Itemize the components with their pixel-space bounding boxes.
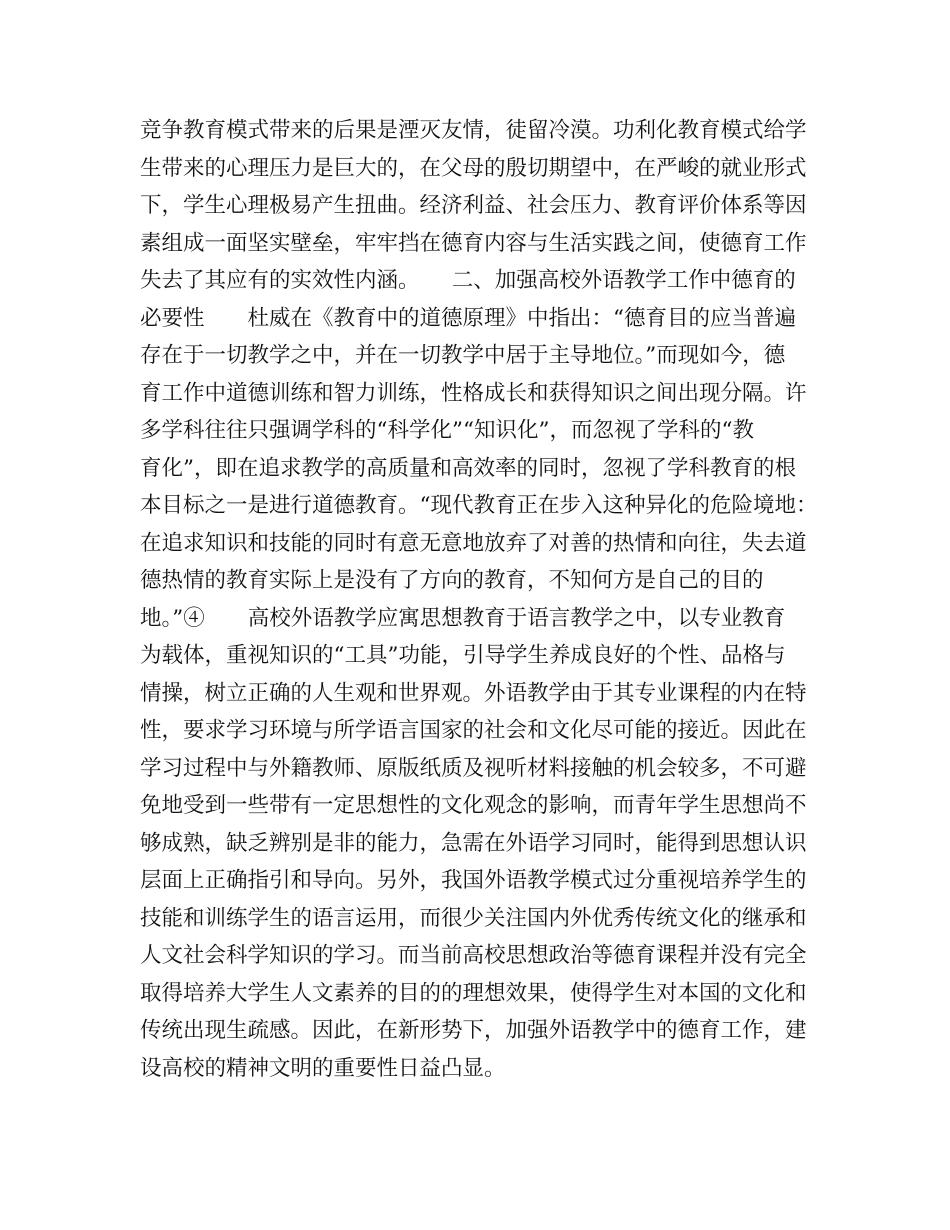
text-line: 人文社会科学知识的学习。而当前高校思想政治等德育课程并没有完全 — [140, 943, 807, 968]
text-line: 失去了其应有的实效性内涵。 二、加强高校外语教学工作中德育的 — [140, 268, 796, 293]
text-line: 育工作中道德训练和智力训练，性格成长和获得知识之间出现分隔。许 — [140, 380, 807, 406]
text-line: 育化”，即在追求教学的高质量和高效率的同时，忽视了学科教育的根 — [140, 455, 796, 481]
text-line: 层面上正确指引和导向。另外，我国外语教学模式过分重视培养学生的 — [140, 868, 807, 893]
text-line: 竞争教育模式带来的后果是湮灭友情，徒留冷漠。功利化教育模式给学 — [140, 118, 807, 143]
body-text — [140, 112, 820, 1087]
text-line: 必要性 杜威在《教育中的道德原理》中指出：“德育目的应当普遍 — [140, 305, 796, 331]
text-line: 性，要求学习环境与所学语言国家的社会和文化尽可能的接近。因此在 — [140, 718, 807, 743]
text-line: 够成熟，缺乏辨别是非的能力，急需在外语学习同时，能得到思想认识 — [140, 830, 807, 856]
text-line: 为载体，重视知识的“工具”功能，引导学生养成良好的个性、品格与 — [140, 643, 786, 668]
text-line: 本目标之一是进行道德教育。“现代教育正在步入这种异化的危险境地： — [140, 493, 818, 518]
text-line: 设高校的精神文明的重要性日益凸显。 — [140, 1055, 506, 1081]
text-line: 在追求知识和技能的同时有意无意地放弃了对善的热情和向往，失去道 — [140, 530, 807, 556]
text-line: 存在于一切教学之中，并在一切教学中居于主导地位。”而现如今，德 — [140, 343, 786, 368]
text-line: 传统出现生疏感。因此，在新形势下，加强外语教学中的德育工作，建 — [140, 1018, 807, 1043]
text-line: 生带来的心理压力是巨大的，在父母的殷切期望中，在严峻的就业形式 — [140, 155, 807, 181]
text-line: 多学科往往只强调学科的“科学化”“知识化”，而忽视了学科的“教 — [140, 418, 754, 443]
text-line: 素组成一面坚实壁垒，牢牢挡在德育内容与生活实践之间，使德育工作 — [140, 230, 807, 256]
text-line: 免地受到一些带有一定思想性的文化观念的影响，而青年学生思想尚不 — [140, 793, 807, 818]
text-line: 德热情的教育实际上是没有了方向的教育，不知何方是自己的目的 — [140, 568, 764, 593]
text-line: 学习过程中与外籍教师、原版纸质及视听材料接触的机会较多，不可避 — [140, 755, 807, 781]
text-line: 取得培养大学生人文素养的目的的理想效果，使得学生对本国的文化和 — [140, 980, 807, 1006]
text-line: 技能和训练学生的语言运用，而很少关注国内外优秀传统文化的继承和 — [140, 905, 807, 931]
text-line: 情操，树立正确的人生观和世界观。外语教学由于其专业课程的内在特 — [140, 680, 807, 706]
text-line: 下，学生心理极易产生扭曲。经济利益、社会压力、教育评价体系等因 — [140, 193, 807, 218]
text-line: 地。”④ 高校外语教学应寓思想教育于语言教学之中，以专业教育 — [140, 605, 786, 631]
